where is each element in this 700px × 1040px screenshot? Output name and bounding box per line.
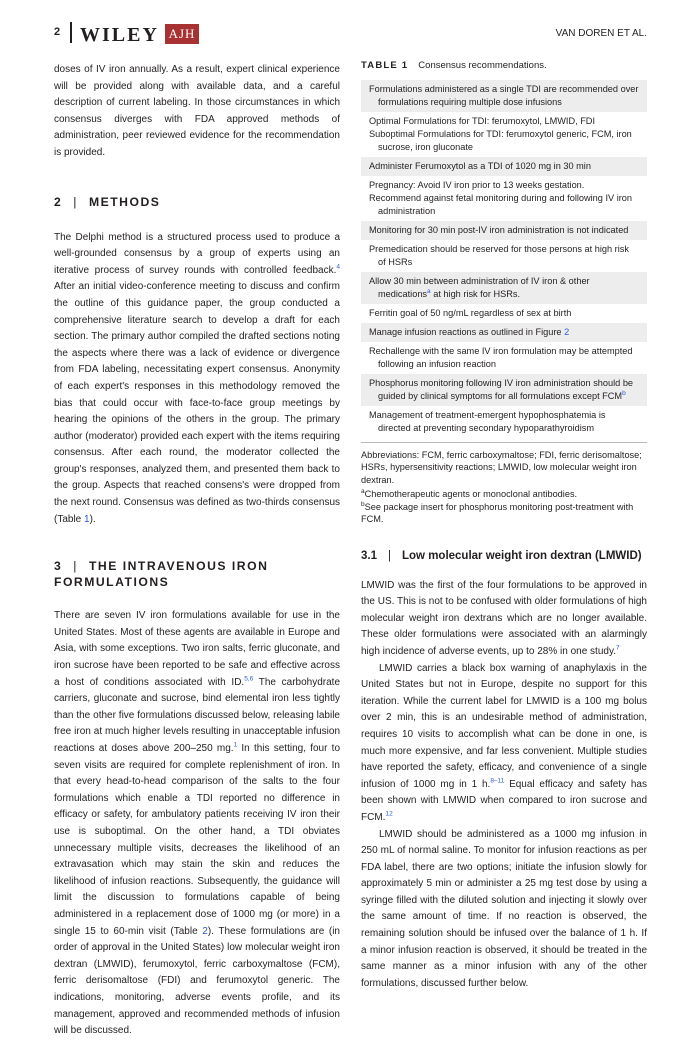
intro-paragraph: doses of IV iron annually. As a result, expert clinical experience will be provided along with available data, and a careful description of current labeling. In those circumstances in which consensus diverges with FDA approved methods of administration, peer reviewed evidence for the recommendation is provided. bbox=[54, 64, 340, 158]
table-link[interactable]: 2 bbox=[202, 925, 208, 937]
table-row bbox=[361, 221, 647, 240]
table-cell: Administer Ferumoxytol as a TDI of 1020 mg in 30 min bbox=[369, 160, 591, 171]
figure-link[interactable]: 2 bbox=[564, 326, 570, 337]
table-row bbox=[361, 176, 647, 221]
section-title: THE INTRAVENOUS IRON FORMULATIONS bbox=[54, 559, 269, 590]
lmwid-paragraph-1 bbox=[361, 578, 647, 661]
header-divider bbox=[70, 22, 72, 43]
section-3-heading bbox=[54, 558, 340, 590]
footnote-text: Chemotherapeutic agents or monoclonal antibodies. bbox=[364, 489, 578, 500]
text-run: Manage infusion reactions as outlined in Figure bbox=[369, 326, 565, 337]
consensus-table bbox=[361, 80, 647, 443]
heading-separator: | bbox=[73, 559, 78, 574]
table-link[interactable]: 1 bbox=[84, 513, 90, 525]
table-row bbox=[361, 304, 647, 323]
table-cell: Pregnancy: Avoid IV iron prior to 13 weeks gestation. bbox=[369, 179, 585, 190]
heading-separator: | bbox=[73, 194, 78, 209]
table-footnotes bbox=[361, 449, 647, 526]
table-title: Consensus recommendations. bbox=[418, 60, 547, 71]
text-run: ). These formulations are (in order of approval in the United States) low molecular weight iron dextran (LMWID), ferumoxytol, ferric carboxymaltose (FCM), ferric derisomaltose (FDI) and ferumoxytol generic. The indications, monitoring, adverse events profile, and its management, approved and recommended methods of infusion will be discussed. bbox=[54, 925, 340, 1037]
citation[interactable]: 4 bbox=[336, 263, 340, 271]
section-title: Low molecular weight iron dextran (LMWID) bbox=[402, 549, 642, 562]
table-cell: Management of treatment-emergent hypophosphatemia is directed at preventing secondary hypoparathyroidism bbox=[369, 409, 606, 433]
text-run: In this setting, four to seven visits are required for complete replenishment of iron. In that every head-to-head comparison of the salts to the four formulations which enable a TDI reported no difference in efficacy or safety, for ambulatory patients receiving IV iron their use is suboptimal. On the other hand, a TDI obviates unnecessary multiple visits, decreases the likelihood of an extravasation which may stain the skin and reduces the likelihood of infusion reactions. Subsequently, the guidance will limit the discussion to formulations capable of being administered in a replacement dose of 1000 mg (or more) in a single 15 to 60-min visit (Table bbox=[54, 743, 341, 937]
table-rule bbox=[361, 442, 647, 443]
citation[interactable]: 12 bbox=[385, 810, 393, 818]
text-run: at high risk for HSRs. bbox=[430, 288, 521, 299]
footnote-marker: b bbox=[361, 500, 365, 508]
section-number: 3 bbox=[54, 559, 63, 574]
text-run: Phosphorus monitoring following IV iron administration should be guided by clinical symptoms for all formulations except FCM bbox=[369, 377, 634, 401]
section-2-heading bbox=[54, 194, 340, 210]
table-row bbox=[361, 342, 647, 374]
table-cell: Monitoring for 30 min post-IV iron administration is not indicated bbox=[369, 224, 629, 235]
table-cell bbox=[369, 377, 639, 403]
publisher-logo: WILEY bbox=[80, 24, 159, 46]
table-caption bbox=[361, 58, 647, 75]
table-row bbox=[361, 157, 647, 176]
table-label: TABLE 1 bbox=[361, 60, 409, 71]
text-run: After an initial video-conference meeting to discuss and confirm the outline of this guidance paper, the group conducted a comprehensive literature search to develop a draft for each section. The primary author compiled the drafted sections noting the aspects where there was a lack of evidence or divergence from FDA labeling, necessitating expert consensus. Anonymity of each expert's responses in this methodology removed the bias that could occur with face-to-face group meetings by hearing the opinions of the others in the group. The primary author (moderator) provided each expert with the items requiring consensus. After each round, the moderator collected the group's responses, analyzed them, and presented them back to the group. Aspects that reached consens's were dropped from the next round. Consensus was defined as two-thirds consensus (Table bbox=[54, 281, 340, 525]
table-row bbox=[361, 240, 647, 272]
text-run: Equal efficacy and safety has been shown with LMWID when compared to iron sucrose and FCM. bbox=[361, 778, 647, 823]
table-row bbox=[361, 406, 647, 438]
section-number: 3.1 bbox=[361, 549, 377, 562]
footnote-text: See package insert for phosphorus monitoring post-treatment with FCM. bbox=[361, 501, 634, 525]
table-row bbox=[361, 80, 647, 112]
footnote-marker: a bbox=[361, 488, 365, 496]
section-number: 2 bbox=[54, 194, 63, 209]
heading-separator: | bbox=[388, 549, 391, 562]
page-number: 2 bbox=[54, 26, 61, 38]
journal-logo: AJH bbox=[165, 24, 199, 44]
footnote-a bbox=[361, 488, 647, 501]
text-run: LMWID was the first of the four formulations to be approved in the US. This is not to be confused with older formulations of high molecular weight iron dextrans which are no longer available. These older formulations were associated with an alarmingly high incidence of adverse events, up to 28% in one study. bbox=[361, 579, 647, 657]
table-cell: Recommend against fetal monitoring during and following IV iron administration bbox=[369, 192, 633, 216]
table-cell: Formulations administered as a single TDI are recommended over formulations requiring multiple dose infusions bbox=[369, 83, 639, 107]
page-header bbox=[0, 0, 700, 50]
text-run: LMWID carries a black box warning of anaphylaxis in the United States but not in Europe, despite no support for this iteration. While the current label for LMWID is a 100 mg bolus over 2 min, this is an undesirable method of administration, requires 10 visits to accomplish what can be done in one, is much more expensive, and far less convenient. Multiple studies have reported the safety, efficacy, and convenience of a single infusion of 1000 mg in 1 h. bbox=[361, 662, 647, 790]
table-row bbox=[361, 112, 647, 157]
abbreviations: Abbreviations: FCM, ferric carboxymaltose; FDI, ferric derisomaltose; HSRs, hypersensitivity reactions; LMWID, low molecular weight iron dextran. bbox=[361, 449, 642, 485]
table-cell bbox=[369, 275, 639, 301]
citation[interactable]: 1 bbox=[233, 741, 238, 749]
right-column bbox=[361, 58, 647, 992]
footnote-b bbox=[361, 501, 647, 526]
table-row bbox=[361, 323, 647, 342]
footnote-marker[interactable]: b bbox=[622, 389, 626, 397]
citation[interactable]: 7 bbox=[615, 644, 620, 652]
text-run: Allow 30 min between administration of IV iron & other medications bbox=[369, 275, 590, 299]
lmwid-paragraph-3: LMWID should be administered as a 1000 mg infusion in 250 mL of normal saline. To monitor for infusion reactions as per FDA label, there are two options; initiate the infusion slowly for approximately 5 min or administer a 25 mg test dose by using a syringe filled with the diluted solution and injecting it slowly over the same amount of time. If no reaction is observed, the remaining solution should be infused over the balance of 1 h. If a minor infusion reaction is observed, it should be treated in the same manner as a minor infusion with any of the other formulations, discussed further below. bbox=[361, 828, 647, 989]
citation[interactable]: 8–11 bbox=[490, 777, 505, 785]
table-cell: Rechallenge with the same IV iron formulation may be attempted following an infusion reaction bbox=[369, 345, 633, 369]
table-cell: Premedication should be reserved for those persons at high risk of HSRs bbox=[369, 243, 629, 267]
footnote-marker[interactable]: a bbox=[427, 287, 431, 295]
left-column bbox=[54, 62, 340, 1040]
section-3-1-heading bbox=[361, 548, 647, 564]
text-run: ). bbox=[89, 513, 96, 525]
text-run: The carbohydrate carriers, gluconate and sucrose, bind elemental iron less tightly than the other five formulations discussed below, releasing labile free iron at much higher levels resulting in unacceptable infusion reactions at doses above 200–250 mg. bbox=[54, 676, 340, 754]
running-head: VAN DOREN ET AL. bbox=[555, 28, 647, 39]
table-cell: Ferritin goal of 50 ng/mL regardless of sex at birth bbox=[369, 307, 572, 318]
table-cell: Optimal Formulations for TDI: ferumoxytol, LMWID, FDI bbox=[369, 115, 595, 126]
lmwid-paragraph-2 bbox=[361, 661, 647, 827]
citation[interactable]: 5,6 bbox=[244, 675, 254, 683]
table-row bbox=[361, 272, 647, 304]
table-cell: Suboptimal Formulations for TDI: ferumoxytol generic, FCM, iron sucrose, iron gluconate bbox=[369, 128, 632, 152]
table-cell bbox=[369, 326, 639, 339]
section-title: METHODS bbox=[88, 194, 161, 209]
text-run: The Delphi method is a structured process used to produce a well-grounded consensus by a group of experts using an iterative process of survey rounds with controlled feedback. bbox=[54, 231, 340, 276]
methods-paragraph bbox=[54, 230, 340, 529]
formulations-paragraph bbox=[54, 608, 340, 1039]
text-run: There are seven IV iron formulations available for use in the United States. Most of these agents are available in Europe and Asia, with some exceptions. Two iron salts, ferric gluconate, and iron sucrose have been reported to be safe and effective across a host of conditions associated with ID. bbox=[54, 610, 340, 688]
table-row bbox=[361, 374, 647, 406]
